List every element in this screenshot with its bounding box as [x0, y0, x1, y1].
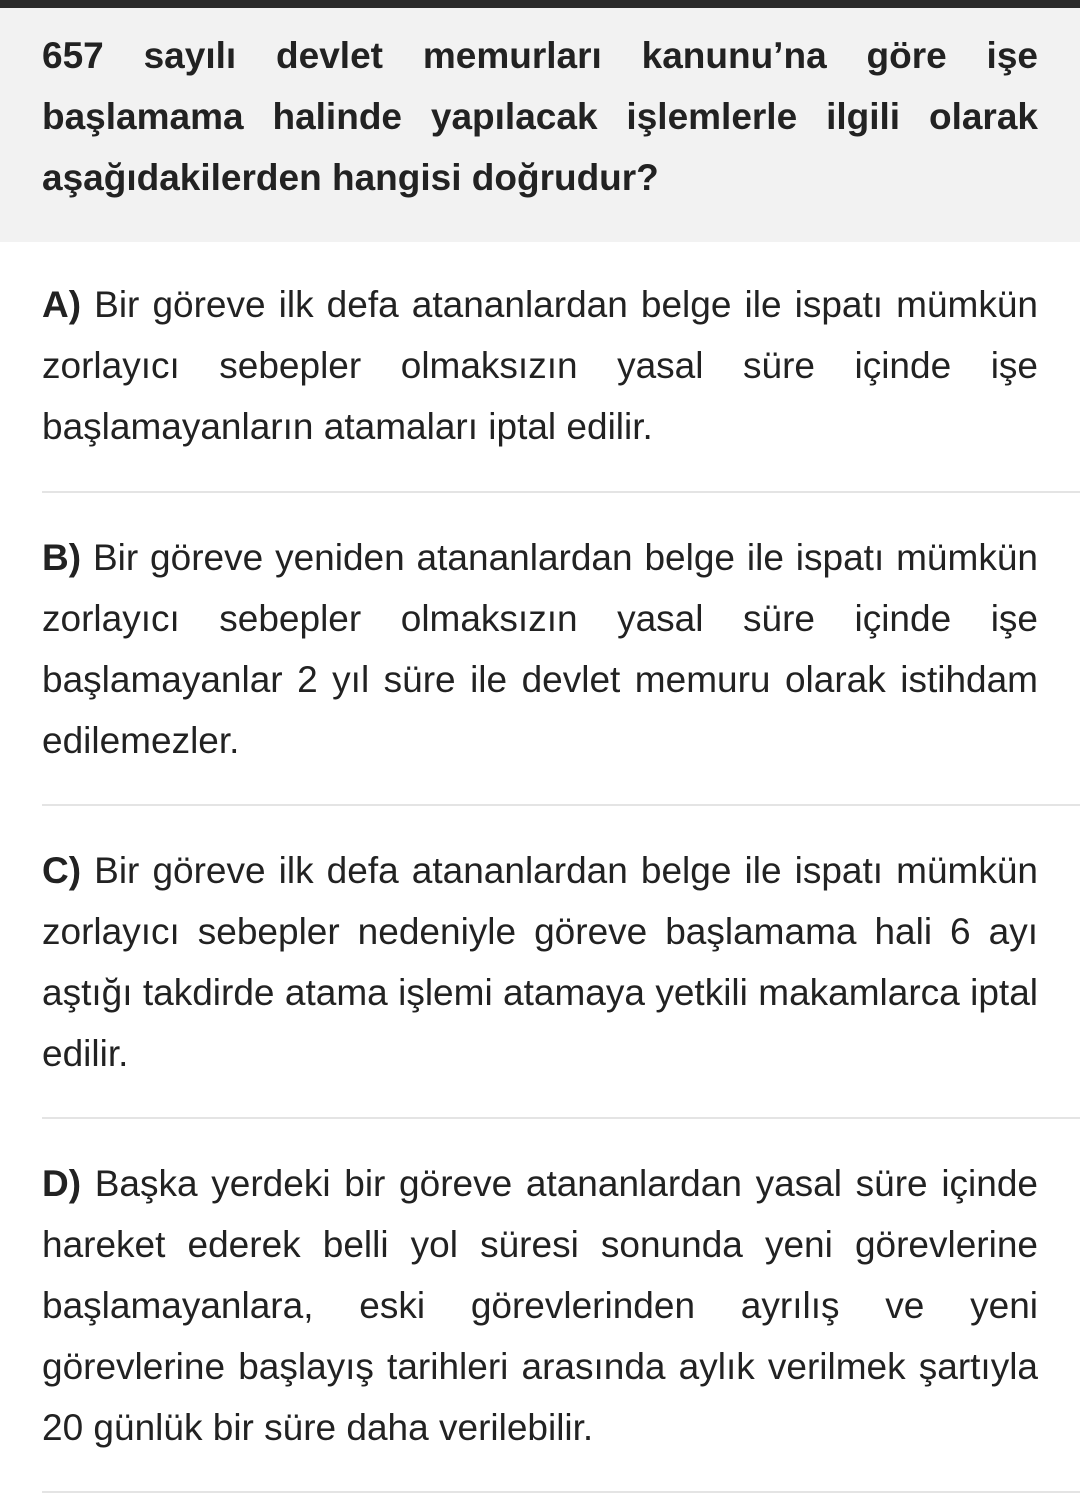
option-letter: D) [42, 1163, 82, 1204]
option-a[interactable] [42, 274, 1038, 457]
question-text: 657 sayılı devlet memurları kanunu’na göre işe başlamama halinde yapılacak işlemlerle ilgili olarak aşağıdakilerden hangisi doğrudur? [42, 35, 1038, 198]
option-letter: A) [42, 284, 82, 325]
option-text: Bir göreve yeniden atananlardan belge ile ispatı mümkün zorlayıcı sebepler olmaksızın yasal süre içinde işe başlamayanlar 2 yıl süre ile devlet memuru olarak istihdam edilemezler. [42, 537, 1038, 761]
divider [42, 491, 1080, 493]
option-letter: B) [42, 537, 82, 578]
option-b[interactable] [42, 527, 1038, 771]
option-d[interactable] [42, 1153, 1038, 1458]
option-letter: C) [42, 850, 82, 891]
question-box [0, 8, 1080, 242]
divider [42, 1117, 1080, 1119]
option-text: Başka yerdeki bir göreve atananlardan yasal süre içinde hareket ederek belli yol süresi sonunda yeni görevlerine başlamayanlara, eski görevlerinden ayrılış ve yeni görevlerine başlayış tarihleri arasında aylık verilmek şartıyla 20 günlük bir süre daha verilebilir. [42, 1163, 1038, 1448]
option-text: Bir göreve ilk defa atananlardan belge ile ispatı mümkün zorlayıcı sebepler olmaksızın yasal süre içinde işe başlamayanların atamaları iptal edilir. [42, 284, 1038, 447]
option-c[interactable] [42, 840, 1038, 1084]
divider [42, 1491, 1080, 1493]
option-text: Bir göreve ilk defa atananlardan belge ile ispatı mümkün zorlayıcı sebepler nedeniyle göreve başlamama hali 6 ayı aştığı takdirde atama işlemi atamaya yetkili makamlarca iptal edilir. [42, 850, 1038, 1074]
top-bar [0, 0, 1080, 8]
divider [42, 804, 1080, 806]
